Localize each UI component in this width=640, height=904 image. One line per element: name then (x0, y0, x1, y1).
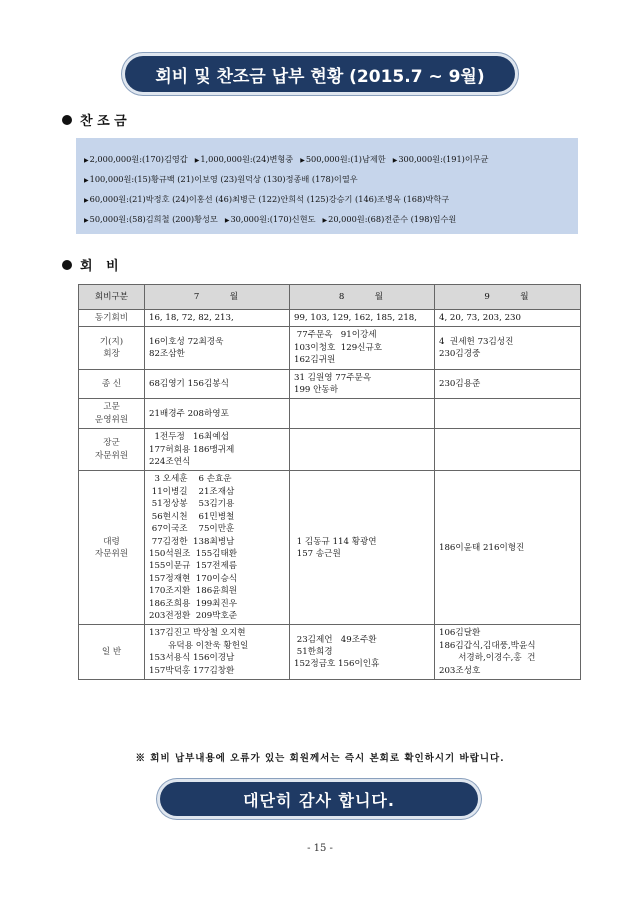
cell-line: 16이호성 72최경욱 (149, 336, 224, 347)
table-row (79, 625, 581, 680)
donations-heading (62, 110, 127, 129)
month-cell (145, 310, 290, 327)
triangle-bullet-icon: ▶ (84, 157, 89, 164)
month-cell (290, 310, 435, 327)
column-header: 8 월 (290, 285, 435, 310)
cell-line: 56현시천 61민병철 (149, 511, 235, 522)
category-cell (79, 310, 145, 327)
donation-item (84, 194, 449, 204)
donation-item (225, 214, 316, 224)
cell-line: 기(지) (99, 336, 124, 347)
category-cell (79, 625, 145, 680)
bullet-icon (62, 115, 72, 125)
donation-text: 60,000원:(21)박정호 (24)이홍선 (46)최병근 (122)안희석 (125)강승기 (146)조병욱 (168)박학구 (89, 194, 450, 204)
donation-text: 20,000원:(68)전준수 (198)임수원 (328, 214, 457, 224)
month-cell (290, 471, 435, 625)
donations-heading-text: 찬 조 금 (80, 114, 127, 129)
cell-line: 회장 (103, 349, 120, 360)
cell-line: 유덕용 이찬욱 황헌일 (149, 640, 249, 651)
thanks-banner (160, 782, 478, 816)
cell-line: 153서용식 156이경남 (149, 653, 235, 664)
donation-item (393, 154, 489, 164)
donation-item (84, 214, 218, 224)
cell-line: 서경하,이경수,홍 건 (439, 653, 536, 664)
cell-line: 157 송근원 (294, 548, 341, 559)
month-cell (435, 471, 581, 625)
triangle-bullet-icon: ▶ (194, 157, 200, 164)
cell-line: 203전정환 209박호준 (149, 610, 238, 621)
category-cell (79, 429, 145, 471)
category-cell (79, 327, 145, 369)
month-cell (435, 327, 581, 369)
donation-item (84, 174, 358, 184)
triangle-bullet-icon: ▶ (322, 217, 328, 224)
category-cell (79, 471, 145, 625)
table-header-row (79, 285, 581, 310)
triangle-bullet-icon: ▶ (84, 217, 89, 224)
donation-text: 2,000,000원:(170)김영갑 (89, 154, 188, 164)
thanks-text: 대단히 감사 합니다. (243, 790, 395, 810)
cell-line: 99, 103, 129, 162, 185, 218, (294, 313, 417, 323)
page-title: 회비 및 찬조금 납부 현황 (2015.7 ~ 9월) (155, 66, 485, 87)
month-cell (290, 625, 435, 680)
cell-line: 82조삼한 (149, 349, 185, 360)
month-cell (290, 369, 435, 399)
cell-line: 51정상봉 53김기용 (149, 499, 235, 510)
cell-line: 170조지환 186윤희원 (149, 586, 238, 597)
table-row (79, 369, 581, 399)
table-row (79, 399, 581, 429)
notice-text: ※ 회비 납부내용에 오류가 있는 회원께서는 즉시 본회로 확인하시기 바랍니다. (135, 753, 505, 764)
cell-line: 동기회비 (94, 313, 129, 323)
fees-heading-text: 회 비 (80, 259, 119, 274)
triangle-bullet-icon: ▶ (84, 197, 89, 204)
month-cell (145, 327, 290, 369)
donation-line (84, 150, 570, 170)
column-header: 9 월 (435, 285, 581, 310)
table-row (79, 429, 581, 471)
cell-line: 4 권세헌 73김성진 (439, 336, 514, 347)
cell-line: 장군 (103, 438, 120, 449)
cell-line: 11이병길 21조재삼 (149, 486, 235, 497)
cell-line: 1전두정 16최예섭 (149, 432, 229, 443)
month-cell (290, 327, 435, 369)
donation-line (84, 210, 570, 230)
cell-line: 운영위원 (94, 414, 129, 425)
cell-line: 31 김원영 77주문옥 (294, 372, 372, 383)
donation-text: 50,000원:(58)김희철 (200)황성모 (89, 214, 218, 224)
month-cell (145, 625, 290, 680)
cell-line: 137김진고 박상철 오지현 (149, 628, 246, 639)
month-cell (435, 310, 581, 327)
cell-line: 199 안동하 (294, 385, 339, 396)
triangle-bullet-icon: ▶ (84, 177, 89, 184)
cell-line: 고문 (103, 402, 120, 413)
fees-heading (62, 255, 119, 274)
cell-line: 186조희용 199최진우 (149, 598, 238, 609)
cell-line: 16, 18, 72, 82, 213, (149, 313, 234, 323)
cell-line: 1 김동규 114 황광연 (294, 536, 377, 547)
page-number: - 15 - (307, 843, 333, 854)
donation-text: 1,000,000원:(24)변형중 (200, 154, 294, 164)
cell-line: 106김달환 (439, 628, 481, 639)
cell-line: 21배경주 208하영포 (149, 408, 229, 419)
donation-item (84, 154, 188, 164)
table-row (79, 310, 581, 327)
cell-line: 230김경중 (439, 349, 481, 360)
cell-line: 자문위원 (94, 450, 129, 461)
cell-line: 150석원조 155김태환 (149, 548, 238, 559)
donation-text: 30,000원:(170)신현도 (230, 214, 316, 224)
month-cell (435, 399, 581, 429)
month-cell (290, 429, 435, 471)
donation-text: 300,000원:(191)이무균 (398, 154, 489, 164)
month-cell (435, 369, 581, 399)
fees-table (78, 284, 581, 680)
cell-line: 68김영기 156김봉식 (149, 378, 229, 389)
cell-line: 224조연식 (149, 457, 191, 468)
cell-line: 230김용준 (439, 378, 481, 389)
triangle-bullet-icon: ▶ (224, 217, 230, 224)
month-cell (145, 399, 290, 429)
month-cell (435, 625, 581, 680)
donations-box (76, 138, 578, 234)
cell-line: 77김정한 138최병남 (149, 536, 235, 547)
month-cell (145, 429, 290, 471)
cell-line: 3 오세훈 6 손효운 (149, 474, 232, 485)
month-cell (435, 429, 581, 471)
triangle-bullet-icon: ▶ (392, 157, 398, 164)
cell-line: 152정금호 156이인휴 (294, 659, 380, 670)
donation-item (300, 154, 385, 164)
donation-line (84, 170, 570, 190)
cell-line: 4, 20, 73, 203, 230 (439, 313, 521, 323)
cell-line: 186이윤태 216이형진 (439, 542, 525, 553)
cell-line: 177허회용 186맹귀제 (149, 444, 235, 455)
bullet-icon (62, 260, 72, 270)
category-cell (79, 399, 145, 429)
donation-text: 100,000원:(15)황규백 (21)이보영 (23)원덕상 (130)정종배 (178)이열우 (89, 174, 358, 184)
cell-line: 자문위원 (94, 548, 129, 559)
cell-line: 23김제언 49조주환 (294, 634, 377, 645)
donation-line (84, 190, 570, 210)
cell-line: 186김갑식,김대풍,박윤식 (439, 640, 536, 651)
cell-line: 103이청호 129신규호 (294, 342, 383, 353)
cell-line: 155이문규 157전제름 (149, 561, 238, 572)
donation-item (323, 214, 457, 224)
column-header: 7 월 (145, 285, 290, 310)
cell-line: 162김귀원 (294, 355, 336, 366)
cell-line: 일 반 (101, 646, 122, 657)
triangle-bullet-icon: ▶ (300, 157, 305, 164)
column-header: 회비구분 (79, 285, 145, 310)
title-banner (125, 56, 515, 92)
cell-line: 종 신 (101, 378, 122, 389)
month-cell (145, 369, 290, 399)
cell-line: 203조성호 (439, 665, 481, 676)
month-cell (290, 399, 435, 429)
month-cell (145, 471, 290, 625)
cell-line: 157정재현 170이승식 (149, 573, 238, 584)
donation-item (195, 154, 294, 164)
cell-line: 67이국조 75이만훈 (149, 524, 235, 535)
cell-line: 77주문옥 91이강세 (294, 330, 377, 341)
donation-text: 500,000원:(1)남제한 (305, 154, 386, 164)
table-row (79, 471, 581, 625)
category-cell (79, 369, 145, 399)
cell-line: 157박덕홍 177김창환 (149, 665, 235, 676)
table-row (79, 327, 581, 369)
cell-line: 대령 (103, 536, 120, 547)
cell-line: 51한희경 (294, 646, 333, 657)
